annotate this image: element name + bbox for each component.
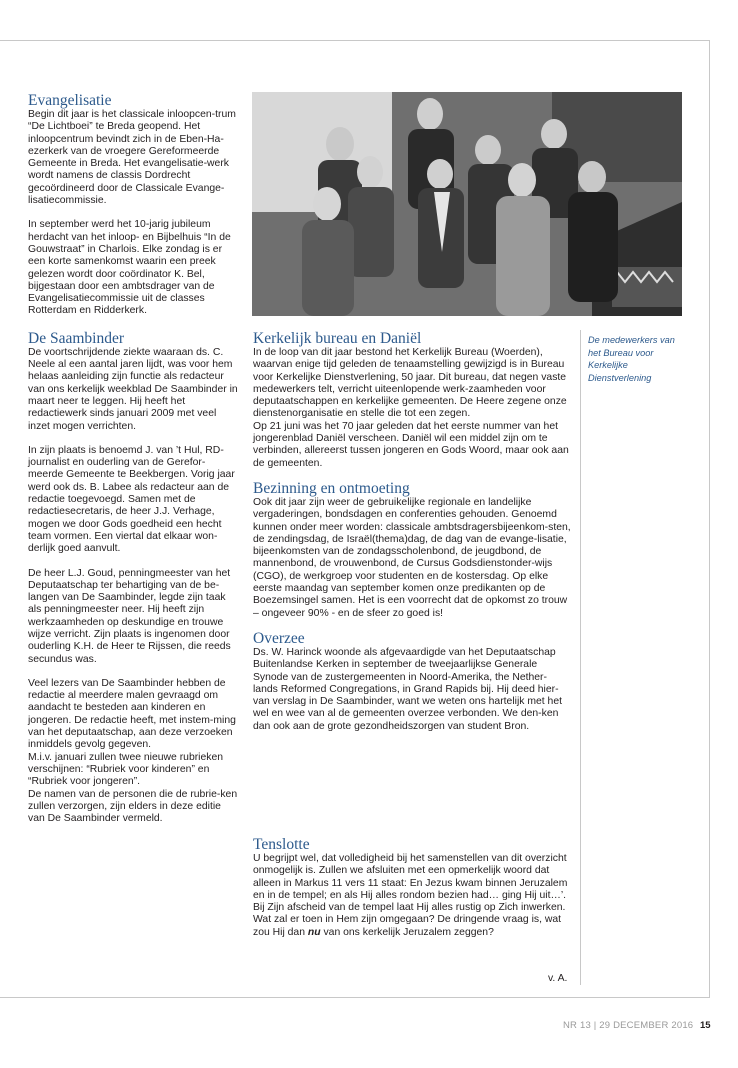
middle-column xyxy=(253,330,571,741)
text-run: U begrijpt wel, dat volledigheid bij het samenstellen van dit overzicht onmogelijk is. Zullen we afsluiten met een opmerkelijk woord dat alleen in Markus 11 vers 11 staat: En Jezus kwam binnen Jeruzalem en in de tempel; en als Hij alles rondom bezien had… ging Hij uit…’. Bij Zijn afscheid van de tempel laat Hij alles rustig op Zich inwerken. Wat zal er toen in Hem zijn omgegaan? De dringende vraag is, wat zou Hij dan xyxy=(253,853,568,938)
page-number: 15 xyxy=(700,1020,711,1031)
heading-overzee: Overzee xyxy=(253,629,305,647)
heading-tenslotte: Tenslotte xyxy=(253,836,310,853)
paragraph: Ds. W. Harinck woonde als afgevaardigde van het Deputaatschap Buitenlandse Kerken in september de tweejaarlijkse Generale Synode van de zustergemeenten in Noord-Amerika, the Nether-lands Reformed Congregations, in Grand Rapids bij. Hij deed hier-van verslag in De Saambinder, want we weten ons hartelijk met het wel en wee van al de gemeenten overzee verbonden. We den-ken dan ook aan de grote gezondheidszorgen van student Bron. xyxy=(253,646,562,732)
heading-bezinning: Bezinning en ontmoeting xyxy=(253,479,410,497)
paragraph: Begin dit jaar is het classicale inloopcen-trum “De Lichtboei” te Breda geopend. Het inloopcentrum bevindt zich in de Eben-Ha-ezerkerk van de vroegere Gereformeerde Gemeente in Breda. Het evangelisatie-werk wordt namens de classis Dordrecht gecoördineerd door de Classicale Evange-lisatiecommissie. xyxy=(28,109,236,207)
paragraph: De voortschrijdende ziekte waaraan ds. C. Neele al een aantal jaren lijdt, was voor hem helaas aanleiding zijn functie als redacteur van ons kerkelijk weekblad De Saambinder in maart neer te leggen. Hij heeft het redactiewerk sinds januari 2009 met veel inzet mogen verrichten. xyxy=(28,346,238,432)
left-column xyxy=(28,92,240,833)
staff-group-photo xyxy=(252,92,682,316)
paragraph: In zijn plaats is benoemd J. van ’t Hul, RD-journalist en ouderling van de Gerefor-meerde Gemeente te Beekbergen. Vorig jaar werd ook ds. B. Labee als redacteur aan de redactie toegevoegd. Samen met de redactiesecretaris, de heer J.J. Verhage, mogen we door Gods goedheid een hecht team vormen. Een viertal dat elkaar won-derlijk goed aanvult. xyxy=(28,444,235,555)
paragraph: De namen van de personen die de rubrie-ken zullen verzorgen, zijn elders in deze editie van De Saambinder vermeld. xyxy=(28,788,238,825)
heading-saambinder: De Saambinder xyxy=(28,329,124,347)
heading-evangelisatie: Evangelisatie xyxy=(28,92,112,109)
section-bezinning xyxy=(253,480,571,620)
emphasis-text: nu xyxy=(307,926,321,938)
paragraph-group xyxy=(253,497,571,620)
photo-caption: De medewerkers van het Bureau voor Kerkelijke Dienstverlening xyxy=(588,335,675,383)
paragraph-group xyxy=(253,347,571,470)
paragraph: In de loop van dit jaar bestond het Kerkelijk Bureau (Woerden), waarvan enige tijd geleden de tenaamstelling gewijzigd is in Bureau voor Kerkelijke Dienstverlening, 50 jaar. Dit bureau, dat negen vaste medewerkers telt, verricht uiteenlopende werk-zaamheden voor deputaatschappen en kerkelijke gemeenten. De Heere zegene onze dienstenorganisatie en stelle die tot een zegen. xyxy=(253,347,567,420)
paragraph: Ook dit jaar zijn weer de gebruikelijke regionale en landelijke vergaderingen, bondsdagen en conferenties gehouden. Genoemd kunnen onder meer worden: classicale ambtsdragersbijeenkom-sten, de zendingsdag, de Israël(thema)dag, de dag van de evange-lisatie, bijeenkomsten van de zondagsscholenbond, de jeugdbond, de mannenbond, de vrouwenbond, de Cursus Godsdienstonder-wijs (CGO), de werkgroep voor studenten en de kostersdag. Op elke eerste maandag van september komen onze predikanten op de Boezemsingel samen. Het is een voorrecht dat de opkomst zo trouw – ongeveer 90% - en de sfeer zo goed is! xyxy=(253,496,571,619)
photo-illustration xyxy=(252,92,682,316)
section-bureau xyxy=(253,330,571,470)
paragraph: In september werd het 10-jarig jubileum herdacht van het inloop- en Bijbelhuis “In de Gouwstraat” in Charlois. Elke zondag is er een korte samenkomst waarin een preek gelezen wordt door coördinator K. Bel, bijgestaan door een ambtsdrager van de Evangelisatiecommissie uit de classes Rotterdam en Ridderkerk. xyxy=(28,219,231,317)
paragraph-group xyxy=(253,647,571,733)
section-saambinder xyxy=(28,330,240,826)
issue-info: NR 13 | 29 DECEMBER 2016 xyxy=(563,1020,694,1031)
paragraph xyxy=(253,853,571,939)
section-evangelisatie xyxy=(28,92,240,318)
paragraph: Op 21 juni was het 70 jaar geleden dat het eerste nummer van het jongerenblad Daniël verscheen. Daniël wil een middel zijn om te verbinden, allereerst tussen jongeren en Gods Woord, maar ook aan de gemeenten. xyxy=(253,420,569,469)
paragraph: M.i.v. januari zullen twee nieuwe rubrieken verschijnen: “Rubriek voor kinderen” en “Rubriek voor jongeren”. xyxy=(28,751,224,788)
section-tenslotte xyxy=(253,836,571,939)
paragraph: De heer L.J. Goud, penningmeester van het Deputaatschap ter behartiging van de be-langen van De Saambinder, legde zijn taak als penningmeester neer. Hij heeft zijn werkzaamheden op deskundige en trouwe wijze verricht. Zijn plaats is ingenomen door ouderling K.H. de Heer te Rijssen, die reeds secundus was. xyxy=(28,567,231,665)
section-overzee xyxy=(253,630,571,733)
author-initials: v. A. xyxy=(548,973,568,984)
heading-bureau: Kerkelijk bureau en Daniël xyxy=(253,330,422,347)
paragraph: Veel lezers van De Saambinder hebben de redactie al meerdere malen gevraagd om aandacht te besteden aan kinderen en jongeren. De redactie heeft, met instem-ming van het deputaatschap, aan deze verzoeken inmiddels gevolg gegeven. xyxy=(28,677,236,751)
column-divider xyxy=(580,330,581,985)
text-run: van ons kerkelijk Jeruzalem zeggen? xyxy=(320,926,494,938)
paragraph-group xyxy=(28,678,240,826)
